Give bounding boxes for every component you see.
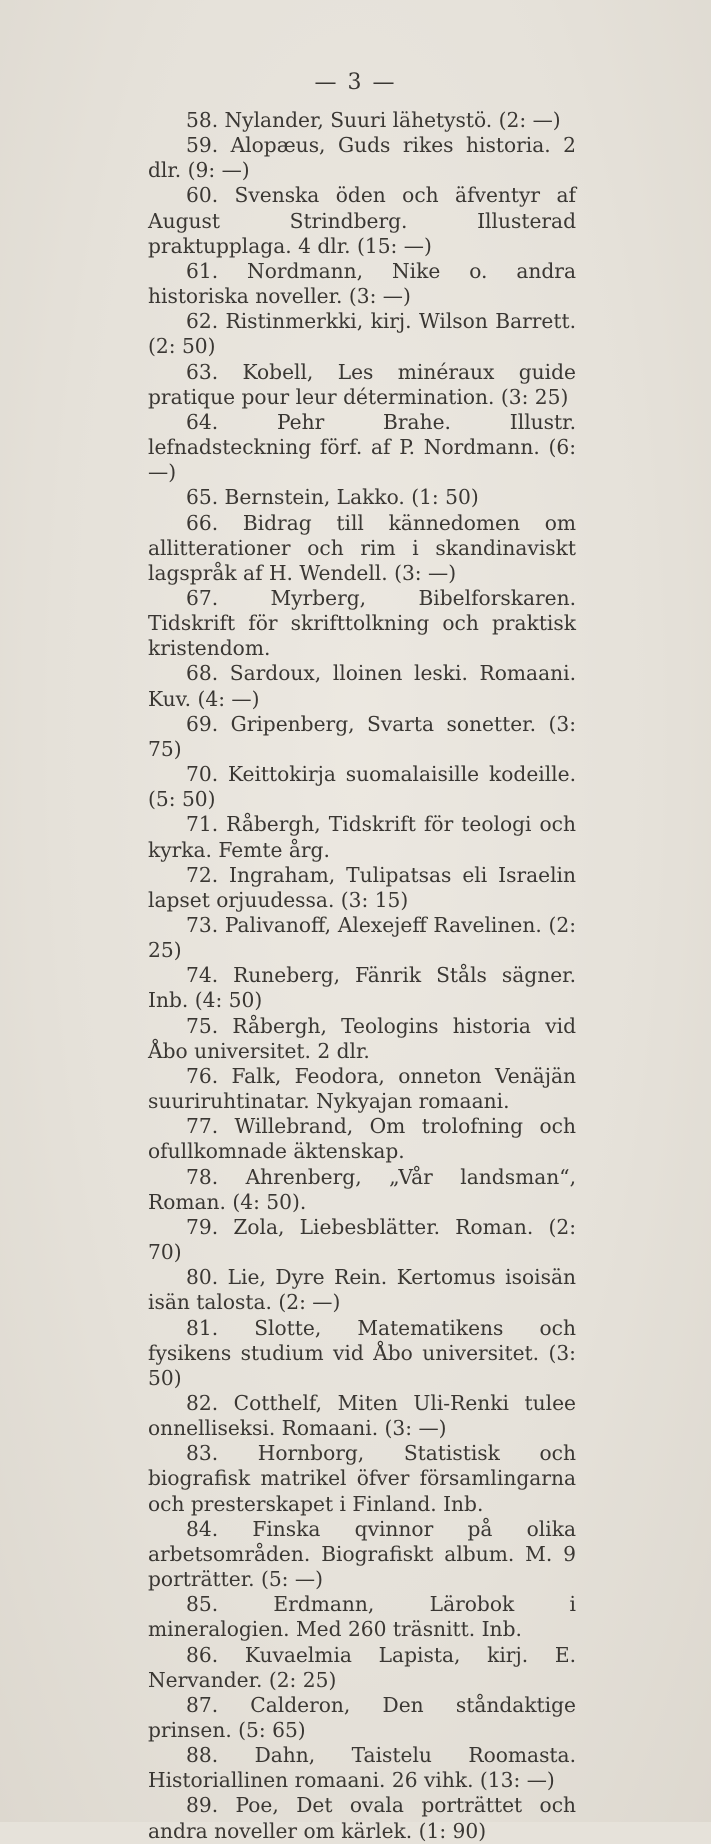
- catalogue-entry: 69. Gripenberg, Svarta sonetter. (3: 75): [148, 711, 576, 761]
- catalogue-entry: 72. Ingraham, Tulipatsas eli Israelin lapset orjuudessa. (3: 15): [148, 862, 576, 912]
- catalogue-entry: 70. Keittokirja suomalaisille kodeille. (5: 50): [148, 762, 576, 812]
- catalogue-entry: 64. Pehr Brahe. Illustr. lefnadsteckning förf. af P. Nordmann. (6: —): [148, 409, 576, 485]
- catalogue-entry: 83. Hornborg, Statistisk och biografisk matrikel öfver församlingarna och presterskapet i Finland. Inb.: [148, 1441, 576, 1516]
- catalogue-entry: 85. Erdmann, Lärobok i mineralogien. Med 260 träsnitt. Inb.: [148, 1592, 576, 1642]
- catalogue-entry: 60. Svenska öden och äfventyr af August Strindberg. Illusterad praktupplaga. 4 dlr. (15: —): [148, 183, 576, 258]
- catalogue-entry: 66. Bidrag till kännedomen om allitterationer och rim i skandinaviskt lagspråk af H. Wendell. (3: —): [148, 510, 576, 585]
- catalogue-entry: 86. Kuvaelmia Lapista, kirj. E. Nervander. (2: 25): [148, 1642, 576, 1692]
- catalogue-entry: 63. Kobell, Les minéraux guide pratique pour leur détermination. (3: 25): [148, 359, 576, 409]
- catalogue-entry: 58. Nylander, Suuri lähetystö. (2: —): [186, 108, 561, 132]
- catalogue-entries: [148, 108, 576, 1844]
- catalogue-entry: 62. Ristinmerkki, kirj. Wilson Barrett. (2: 50): [148, 309, 576, 359]
- catalogue-entry: 76. Falk, Feodora, onneton Venäjän suuriruhtinatar. Nykyajan romaani.: [148, 1063, 576, 1114]
- catalogue-entry: 79. Zola, Liebesblätter. Roman. (2: 70): [148, 1214, 576, 1265]
- catalogue-entry: 71. Råbergh, Tidskrift för teologi och kyrka. Femte årg.: [148, 812, 576, 862]
- catalogue-entry: 78. Ahrenberg, „Vår landsman“, Roman. (4: 50).: [148, 1164, 576, 1214]
- catalogue-entry: 82. Cotthelf, Miten Uli-Renki tulee onnelliseksi. Romaani. (3: —): [148, 1390, 576, 1441]
- catalogue-entry: 61. Nordmann, Nike o. andra historiska noveller. (3: —): [148, 258, 576, 309]
- catalogue-entry: 80. Lie, Dyre Rein. Kertomus isoisän isän talosta. (2: —): [148, 1265, 576, 1315]
- catalogue-entry: 59. Alopæus, Guds rikes historia. 2 dlr. (9: —): [148, 133, 576, 183]
- catalogue-entry: 65. Bernstein, Lakko. (1: 50): [186, 485, 479, 510]
- catalogue-entry: 88. Dahn, Taistelu Roomasta. Historiallinen romaani. 26 vihk. (13: —): [148, 1743, 576, 1793]
- page-number: — 3 —: [314, 70, 397, 95]
- catalogue-entry: 68. Sardoux, lloinen leski. Romaani. Kuv. (4: —): [148, 661, 576, 711]
- catalogue-entry: 89. Poe, Det ovala porträttet och andra noveller om kärlek. (1: 90): [148, 1793, 576, 1843]
- catalogue-entry: 81. Slotte, Matematikens och fysikens studium vid Åbo universitet. (3: 50): [148, 1315, 576, 1390]
- catalogue-entry: 87. Calderon, Den ståndaktige prinsen. (5: 65): [148, 1692, 576, 1742]
- catalogue-entry: 84. Finska qvinnor på olika arbetsområden. Biografiskt album. M. 9 porträtter. (5: —): [148, 1516, 576, 1592]
- catalogue-entry: 67. Myrberg, Bibelforskaren. Tidskrift för skrifttolkning och praktisk kristendom.: [148, 585, 576, 661]
- catalogue-entry: 77. Willebrand, Om trolofning och ofullkomnade äktenskap.: [148, 1114, 576, 1164]
- catalogue-entry: 75. Råbergh, Teologins historia vid Åbo universitet. 2 dlr.: [148, 1013, 576, 1063]
- catalogue-entry: 74. Runeberg, Fänrik Ståls sägner. Inb. (4: 50): [148, 963, 576, 1013]
- catalogue-entry: 73. Palivanoff, Alexejeff Ravelinen. (2: 25): [148, 913, 576, 963]
